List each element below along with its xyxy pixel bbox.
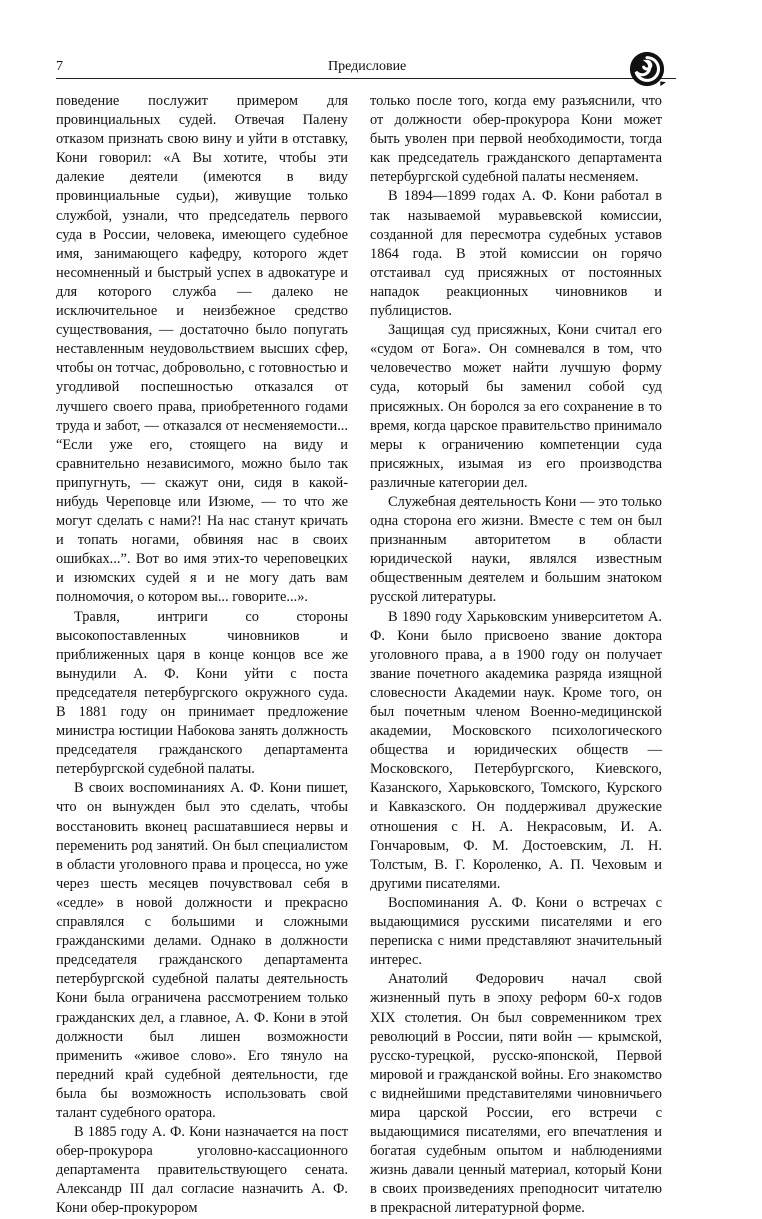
header-rule — [56, 78, 676, 79]
paragraph: В 1890 году Харьковским университетом А. Ф. Кони было присвоено звание доктора уголовного права, а в 1900 году он получает звание почетного академика разряда изящной словесности Академии наук. Кроме того, он был почетным членом Военно-медицинской академии, Московского психологического общества и юридических обществ — Московского, Петербургского, Киевского, Казанского, Харьковского, Томского, Курского и Кавказского. Он поддерживал дружеские отношения с Н. А. Некрасовым, И. А. Гончаровым, Ф. М. Достоевским, Л. Н. Толстым, В. Г. Короленко, А. П. Чеховым и другими писателями. — [370, 608, 662, 892]
paragraph: В 1894—1899 годах А. Ф. Кони работал в так называемой муравьевской комиссии, созданной для пересмотра судебных уставов 1864 года. В этой комиссии он горячо отстаивал суд присяжных от постоянных нападок реакционных чиновников и публицистов. — [370, 188, 662, 320]
left-column — [56, 92, 348, 1219]
paragraph: В 1885 году А. Ф. Кони назначается на пост обер-прокурора уголовно-кассационного департамента правительствующего сената. Александр III дал согласие назначить А. Ф. Кони обер-прокурором — [56, 1124, 348, 1217]
paragraph: Служебная деятельность Кони — это только одна сторона его жизни. Вместе с тем он был признанным авторитетом в области юридической науки, являлся известным общественным деятелем и большим знатоком русской литературы. — [370, 493, 662, 606]
paragraph: только после того, когда ему разъяснили, что от должности обер-прокурора Кони может быть уволен при первой необходимости, тогда как председатель гражданского департамента петербургской судебной палаты несменяем. — [370, 93, 662, 186]
paragraph: Травля, интриги со стороны высокопоставленных чиновников и приближенных царя в конце концов все же вынудили А. Ф. Кони уйти с поста председателя петербургского окружного суда. В 1881 году он принимает предложение министра юстиции Набокова занять должность председателя гражданского департамента петербургской судебной палаты. — [56, 608, 348, 778]
page-header — [56, 46, 676, 76]
paragraph: В своих воспоминаниях А. Ф. Кони пишет, что он вынужден был это сделать, чтобы восстановить вконец расшатавшиеся нервы и переменить род занятий. Он был специалистом в области уголовного права и процесса, но уже через шесть месяцев почувствовал себя в «седле» в новой должности и прекрасно справлялся с большими и сложными гражданскими делами. Однако в должности председателя гражданского департамента петербургской судебной палаты деятельность Кони была ограничена рассмотрением только гражданских дел, а главное, А. Ф. Кони в этой должности был лишен возможности применить «живое слово». Его тянуло на передний край судебной деятельности, где была бы возможность использовать свой талант судебного оратора. — [56, 780, 348, 1121]
paragraph: Защищая суд присяжных, Кони считал его «судом от Бога». Он сомневался в том, что человечество может найти лучшую форму суда, который бы заменил собой суд присяжных. Он боролся за его сохранение в то время, когда царское правительство принимало меры к ограничению компетенции суда присяжных, изымая из его производства различные категории дел. — [370, 322, 662, 491]
spiral-logo-icon — [628, 50, 666, 88]
running-title: Предисловие — [328, 59, 407, 74]
page-number: 7 — [56, 59, 63, 74]
paragraph: Воспоминания А. Ф. Кони о встречах с выдающимися русскими писателями и его переписка с ними представляют значительный интерес. — [370, 894, 662, 969]
paragraph: поведение послужит примером для провинциальных судей. Отвечая Палену отказом признать свою вину и уйти в отставку, Кони говорил: «А Вы хотите, чтобы эти далекие деятели (имеются в виду провинциальные судьи), живущие только службой, узнали, что председатель первого суда в России, человека, имеющего судебное имя, занимающего кафедру, которого ждет несомненный и быстрый успех в адвокатуре и для которого служба — далеко не исключительное и неизбежное средство существования, — достаточно было попугать неставленным неудовольствием высших сфер, чтобы он тотчас, добровольно, с готовностью и угодливой поспешностью отказался от лучшего своего права, приобретенного годами труда и забот, — отказался от несменяемости... “Если уже его, стоящего на виду и сравнительно независимого, можно было так припугнуть, — скажут они, сидя в какой-нибудь Череповце или Изюме, — то что же могут сделать с нами?! На нас станут кричать и топать ногами, обвиняя нас в своих ошибках...”. Вот во имя этих-то череповецких и изюмских судей я и не могу дать вам полномочия, о котором вы... говорите...». — [56, 93, 348, 606]
paragraph: Анатолий Федорович начал свой жизненный путь в эпоху реформ 60-х годов XIX столетия. Он был современником трех революций в России, пяти войн — крымской, русско-турецкой, русско-японской, Первой мировой и гражданской войны. Его знакомство с виднейшими представителями чиновничьего мира царской России, его встречи с выдающимися писателями, его впечатления и богатая судебным опытом и наблюдениями жизнь давали ценный материал, который Кони в своих произведениях преподносит читателю в прекрасной литературной форме. — [370, 971, 662, 1217]
right-column — [370, 92, 662, 1219]
